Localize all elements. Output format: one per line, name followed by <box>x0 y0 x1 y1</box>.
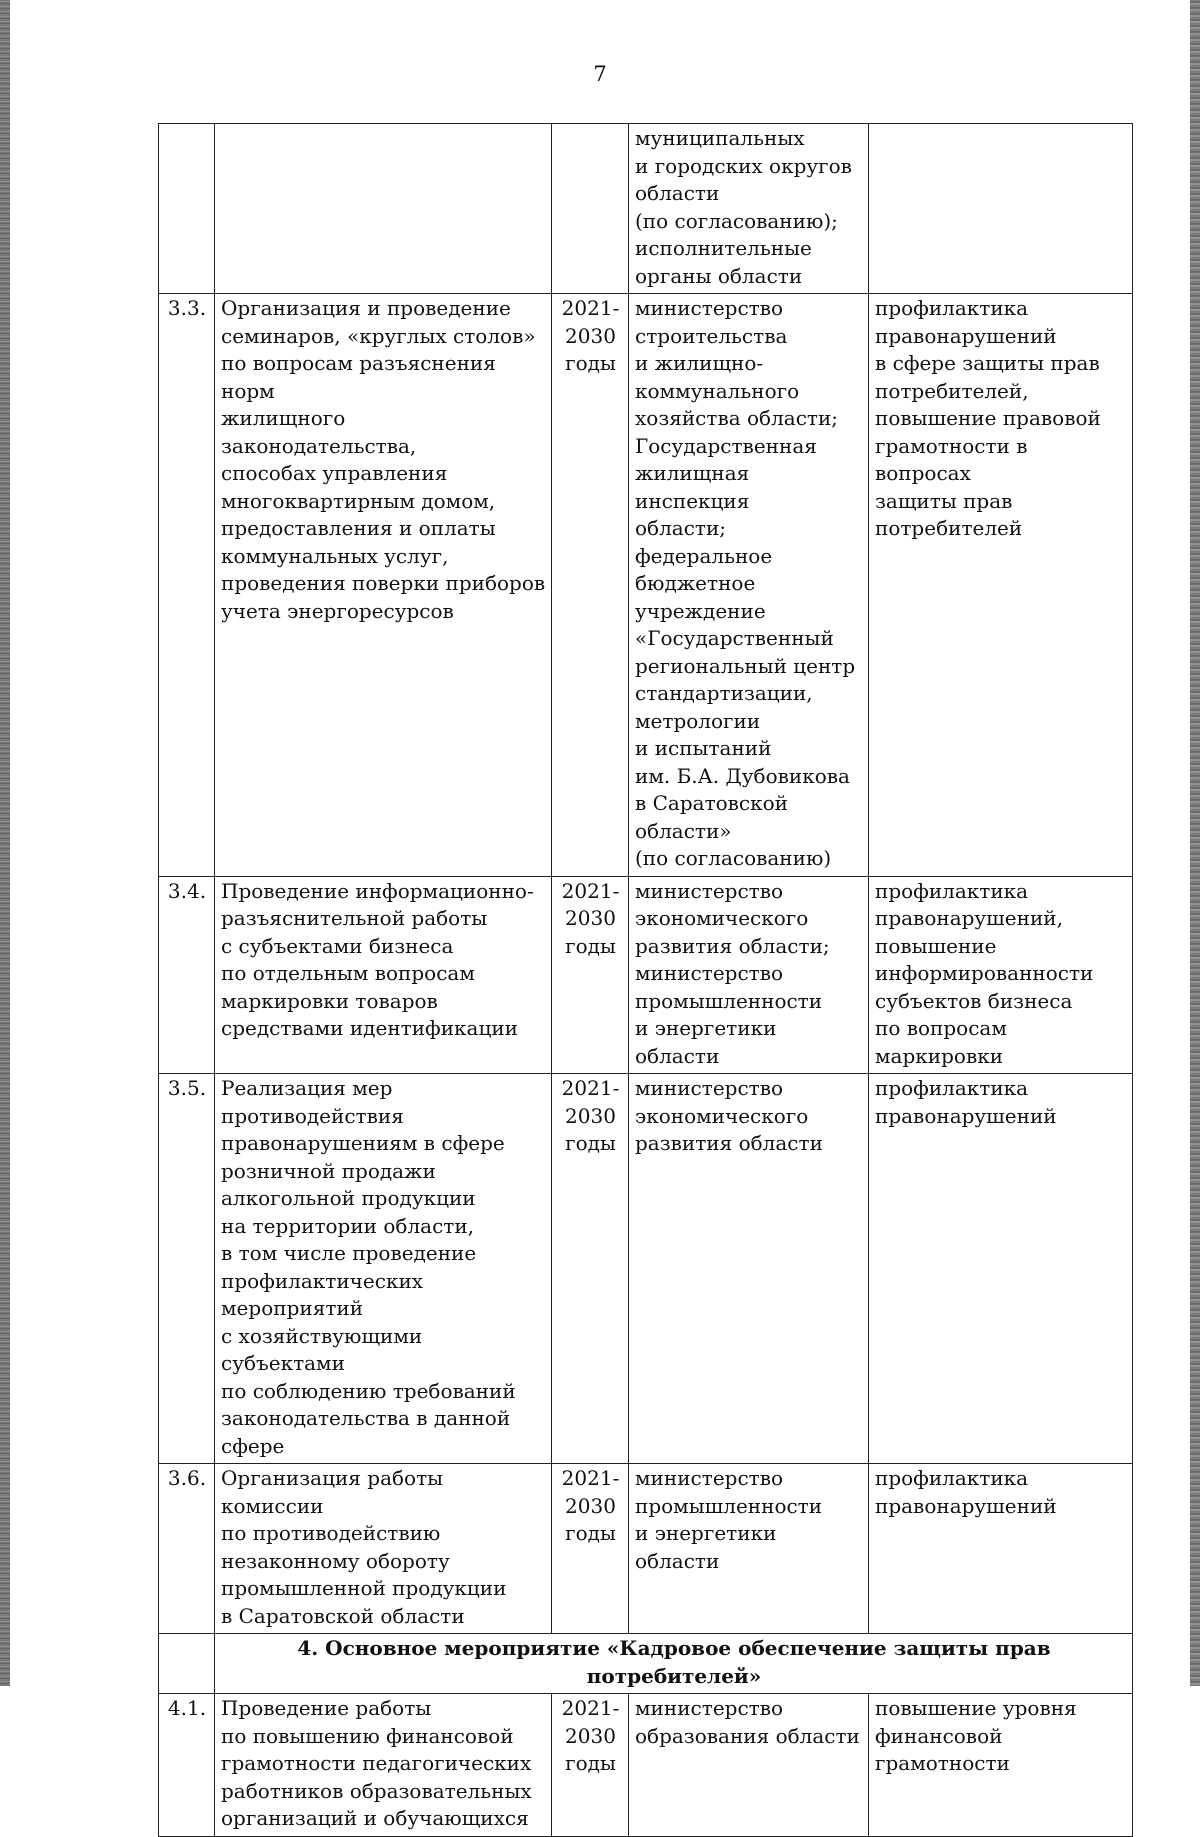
page-number: 7 <box>593 62 607 86</box>
section-heading-row <box>159 1634 1133 1694</box>
years-cell: 2021- 2030 годы <box>552 1694 629 1837</box>
activity-cell: Реализация мер противодействия правонарушениям в сфере розничной продажи алкогольной продукции на территории области, в том числе проведение профилактических мероприятий с хозяйствующими субъектами по соблюдению требований законодательства в данной сфере <box>215 1074 552 1464</box>
executors-cell: министерство образования области <box>629 1694 869 1837</box>
scan-edge-left <box>0 0 10 1686</box>
executors-cell: министерство промышленности и энергетики области <box>629 1464 869 1634</box>
activity-cell: Проведение работы по повышению финансовой грамотности педагогических работников образовательных организаций и обучающихся <box>215 1694 552 1837</box>
table-row <box>159 1464 1133 1634</box>
program-activities-table <box>158 123 1133 1837</box>
table-row <box>159 294 1133 877</box>
executors-cell: министерство экономического развития области <box>629 1074 869 1464</box>
result-cell: профилактика правонарушений в сфере защиты прав потребителей, повышение правовой грамотности в вопросах защиты прав потребителей <box>869 294 1133 877</box>
table-row <box>159 124 1133 294</box>
section-title: 4. Основное мероприятие «Кадровое обеспечение защиты прав потребителей» <box>215 1634 1133 1694</box>
executors-cell: муниципальных и городских округов области (по согласованию); исполнительные органы области <box>629 124 869 294</box>
section-number-cell <box>159 1634 215 1694</box>
row-number <box>159 124 215 294</box>
activity-cell <box>215 124 552 294</box>
activity-cell: Проведение информационно- разъяснительной работы с субъектами бизнеса по отдельным вопросам маркировки товаров средствами идентификации <box>215 876 552 1074</box>
result-cell <box>869 124 1133 294</box>
activity-cell: Организация работы комиссии по противодействию незаконному обороту промышленной продукции в Саратовской области <box>215 1464 552 1634</box>
table-row <box>159 1694 1133 1837</box>
row-number: 3.6. <box>159 1464 215 1634</box>
years-cell: 2021- 2030 годы <box>552 294 629 877</box>
result-cell: профилактика правонарушений, повышение информированности субъектов бизнеса по вопросам маркировки <box>869 876 1133 1074</box>
table-row <box>159 876 1133 1074</box>
years-cell: 2021- 2030 годы <box>552 1464 629 1634</box>
table-row <box>159 1074 1133 1464</box>
executors-cell: министерство строительства и жилищно- коммунального хозяйства области; Государственная жилищная инспекция области; федеральное бюджетное учреждение «Государственный региональный центр стандартизации, метрологии и испытаний им. Б.А. Дубовикова в Саратовской области» (по согласованию) <box>629 294 869 877</box>
years-cell: 2021- 2030 годы <box>552 1074 629 1464</box>
row-number: 4.1. <box>159 1694 215 1837</box>
result-cell: профилактика правонарушений <box>869 1074 1133 1464</box>
row-number: 3.3. <box>159 294 215 877</box>
row-number: 3.5. <box>159 1074 215 1464</box>
activity-cell: Организация и проведение семинаров, «круглых столов» по вопросам разъяснения норм жилищного законодательства, способах управления многоквартирным домом, предоставления и оплаты коммунальных услуг, проведения поверки приборов учета энергоресурсов <box>215 294 552 877</box>
executors-cell: министерство экономического развития области; министерство промышленности и энергетики области <box>629 876 869 1074</box>
result-cell: повышение уровня финансовой грамотности <box>869 1694 1133 1837</box>
scan-edge-right <box>1190 0 1200 1686</box>
years-cell <box>552 124 629 294</box>
years-cell: 2021- 2030 годы <box>552 876 629 1074</box>
result-cell: профилактика правонарушений <box>869 1464 1133 1634</box>
row-number: 3.4. <box>159 876 215 1074</box>
